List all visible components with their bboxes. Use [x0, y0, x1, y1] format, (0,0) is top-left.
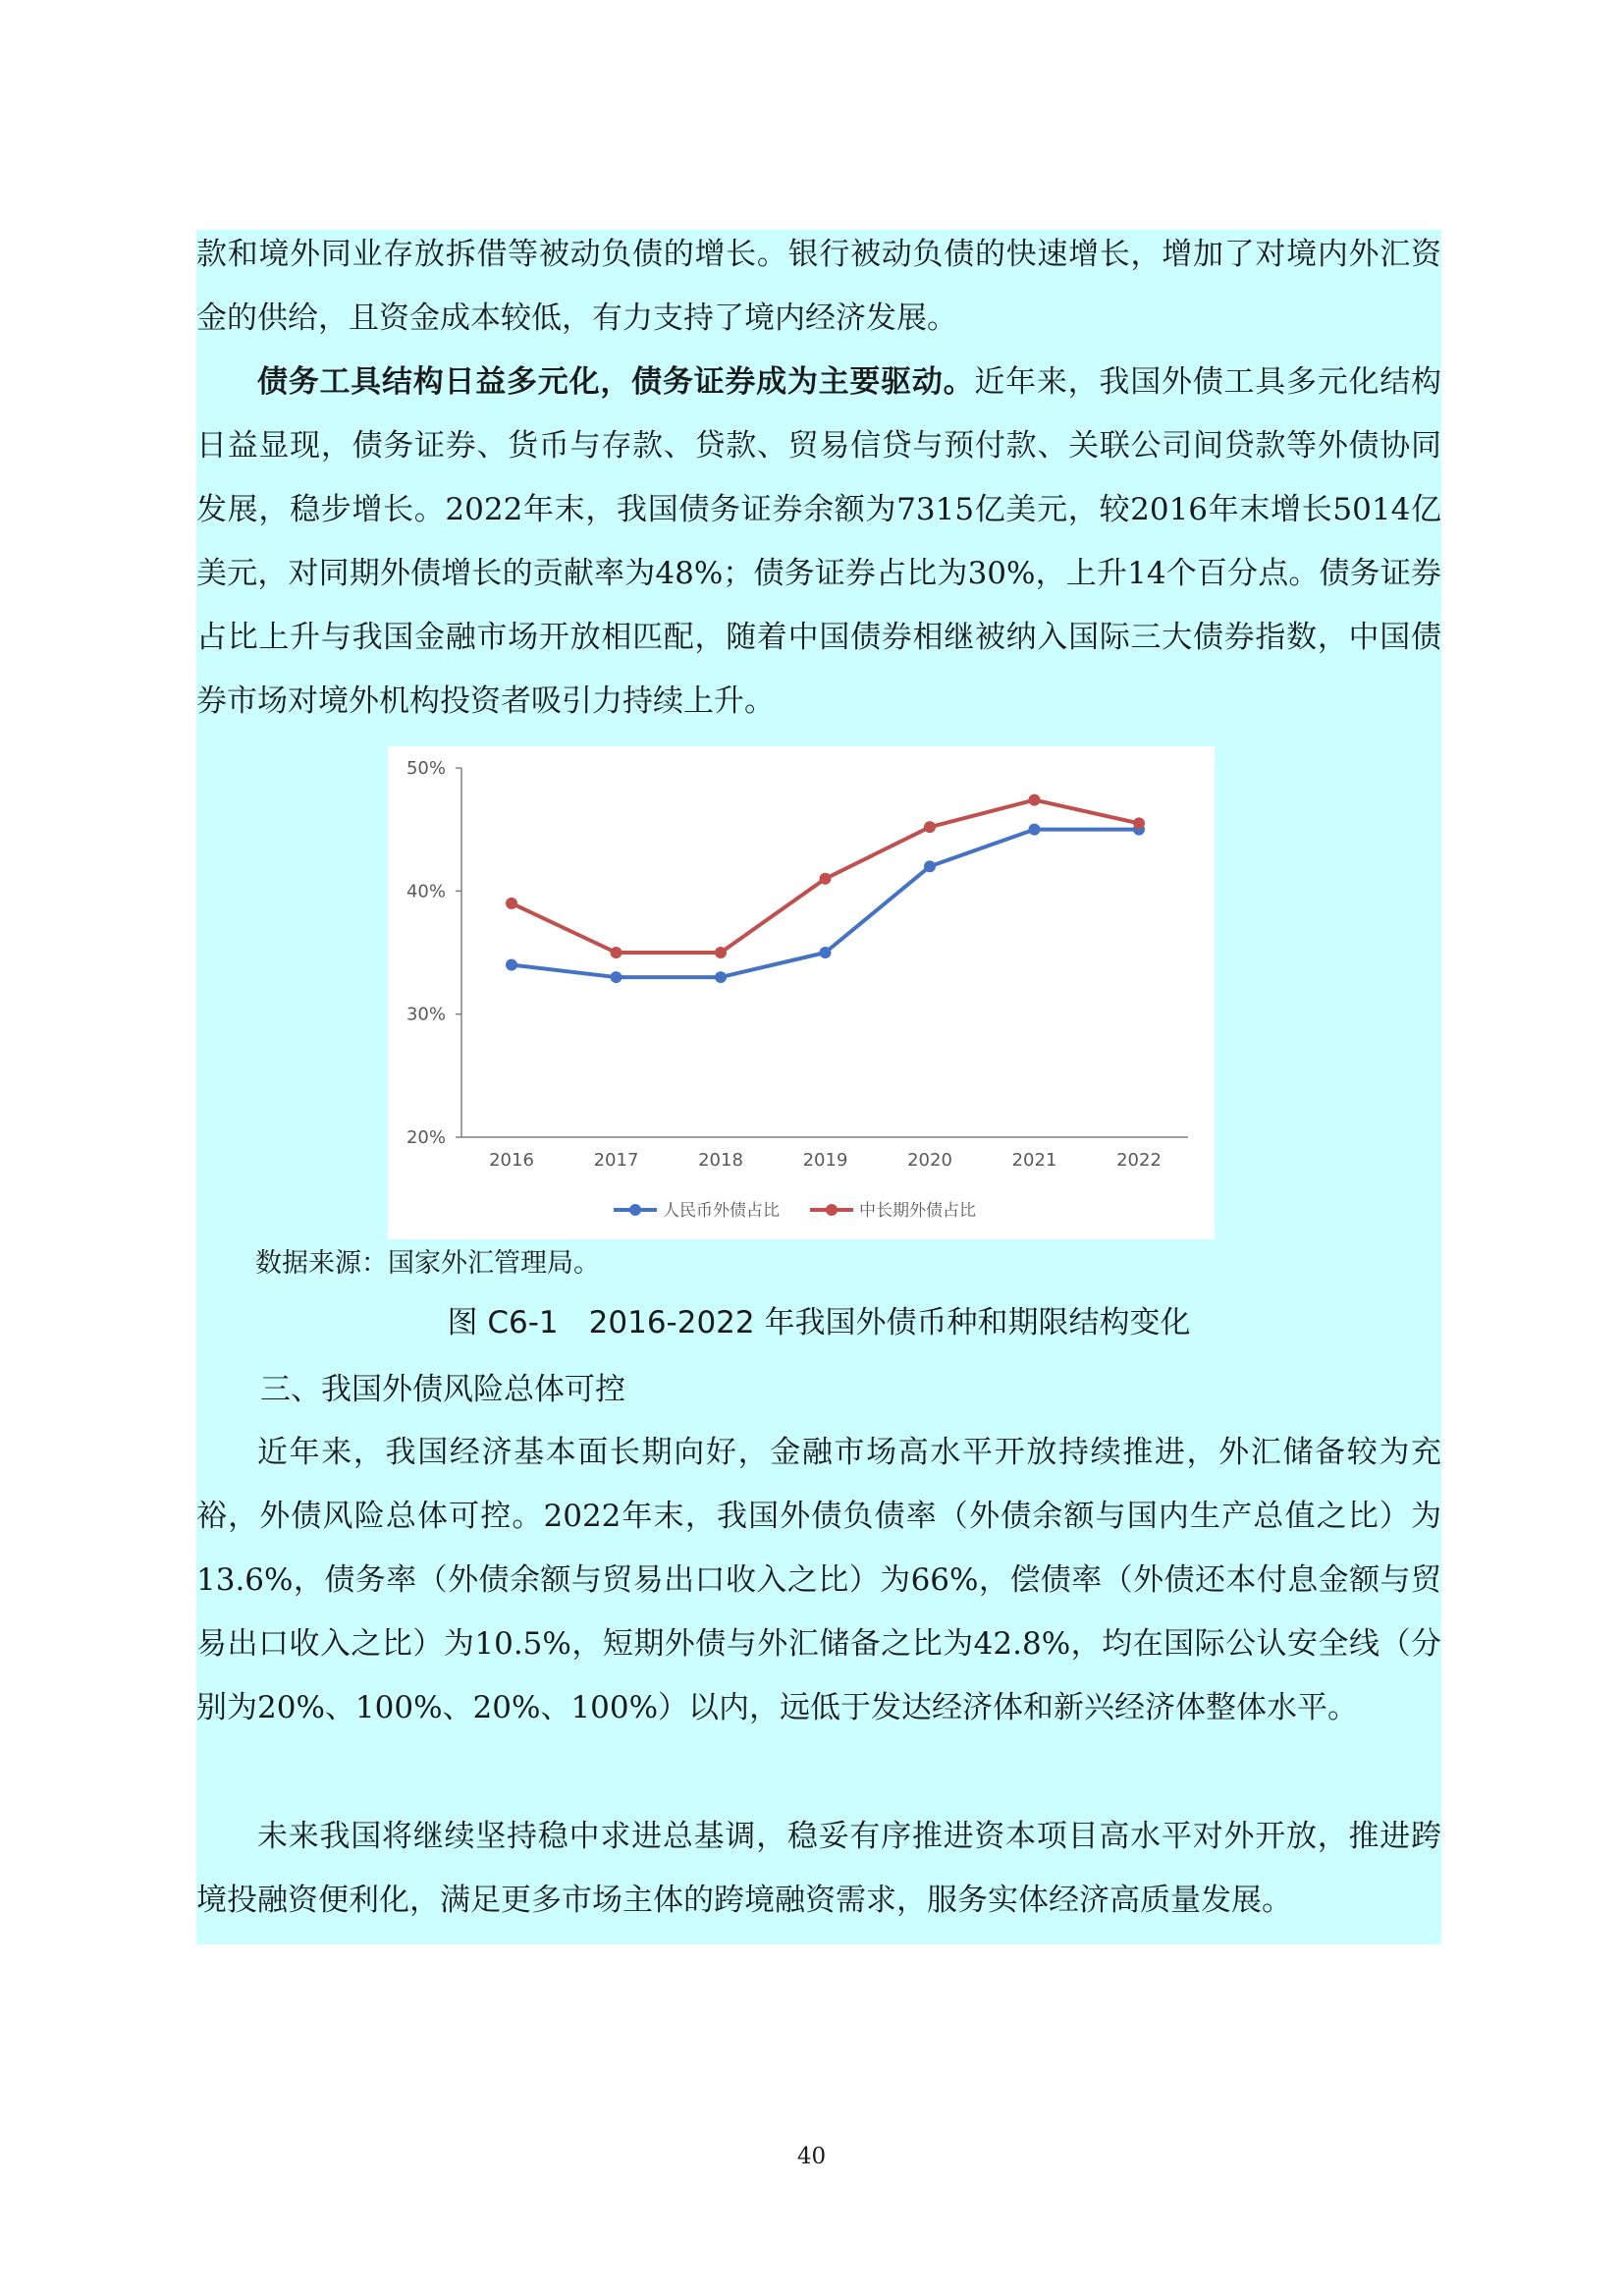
- series-1-point: [820, 947, 832, 958]
- chart-svg: [388, 746, 1215, 1239]
- legend-marker-2: [826, 1204, 838, 1216]
- x-tick-label: 2019: [802, 1150, 848, 1171]
- series-2-point: [820, 873, 832, 885]
- x-tick-label: 2018: [698, 1150, 743, 1171]
- page-number: 40: [796, 2144, 827, 2169]
- series-1-point: [1029, 824, 1041, 836]
- figure-source: 数据来源：国家外汇管理局。: [255, 1248, 600, 1279]
- series-1-point: [924, 860, 936, 872]
- x-tick-label: 2022: [1116, 1150, 1162, 1171]
- series-2-point: [715, 947, 727, 958]
- series-2-point: [506, 898, 517, 909]
- legend-label-2: 中长期外债占比: [859, 1201, 976, 1221]
- series-1-point: [506, 959, 517, 971]
- section-title: 三、我国外债风险总体可控: [260, 1372, 625, 1407]
- x-tick-label: 2017: [593, 1150, 639, 1171]
- y-tick-label: 20%: [406, 1127, 446, 1148]
- figure-caption: 图 C6-1 2016-2022 年我国外债币种和期限结构变化: [447, 1305, 1191, 1340]
- y-tick-label: 40%: [406, 881, 446, 902]
- y-tick-label: 30%: [406, 1004, 446, 1025]
- paragraph-3: 近年来，我国经济基本面长期向好，金融市场高水平开放持续推进，外汇储备较为充裕，外债风险总体可控。2022年末，我国外债负债率（外债余额与国内生产总值之比）为13.6%，债务率（外债余额与贸易出口收入之比）为66%，偿债率（外债还本付息金额与贸易出口收入之比）为10.5%，短期外债与外汇储备之比为42.8%，均在国际公认安全线（分别为20%、100%、20%、100%）以内，远低于发达经济体和新兴经济体整体水平。: [196, 1435, 1441, 1725]
- legend-label-1: 人民币外债占比: [663, 1201, 780, 1221]
- series-2-point: [924, 821, 936, 833]
- x-tick-label: 2021: [1011, 1150, 1057, 1171]
- paragraph-2-lead: 债务工具结构日益多元化，债务证券成为主要驱动。: [257, 364, 975, 400]
- line-chart: [388, 746, 1215, 1239]
- x-tick-label: 2020: [907, 1150, 952, 1171]
- paragraph-4: 未来我国将继续坚持稳中求进总基调，稳妥有序推进资本项目高水平对外开放，推进跨境投融资便利化，满足更多市场主体的跨境融资需求，服务实体经济高质量发展。: [196, 1819, 1441, 1918]
- paragraph-2-body: 近年来，我国外债工具多元化结构日益显现，债务证券、货币与存款、贷款、贸易信贷与预付款、关联公司间贷款等外债协同发展，稳步增长。2022年末，我国债务证券余额为7315亿美元，较2016年末增长5014亿美元，对同期外债增长的贡献率为48%；债务证券占比为30%，上升14个百分点。债务证券占比上升与我国金融市场开放相匹配，随着中国债券相继被纳入国际三大债券指数，中国债券市场对境外机构投资者吸引力持续上升。: [196, 364, 1441, 719]
- paragraph-2: [196, 351, 1441, 734]
- y-tick-label: 50%: [406, 758, 446, 779]
- series-1-point: [715, 971, 727, 983]
- series-2-point: [611, 947, 622, 958]
- x-tick-label: 2016: [489, 1150, 534, 1171]
- series-2-point: [1029, 794, 1041, 806]
- series-1-point: [611, 971, 622, 983]
- series-2-point: [1133, 817, 1145, 829]
- legend-marker-1: [629, 1204, 641, 1216]
- paragraph-1: 款和境外同业存放拆借等被动负债的增长。银行被动负债的快速增长，增加了对境内外汇资金的供给，且资金成本较低，有力支持了境内经济发展。: [196, 237, 1441, 336]
